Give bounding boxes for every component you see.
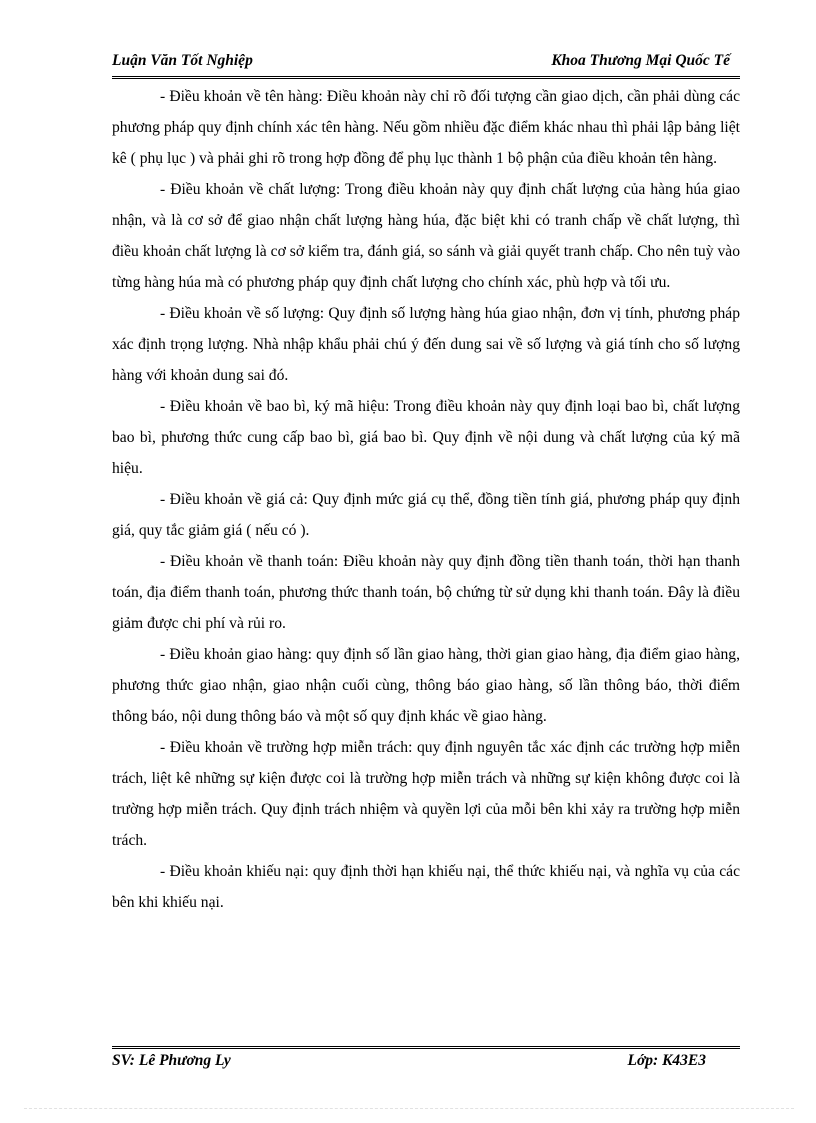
- paragraph-quantity-clause: - Điều khoản về số lượng: Quy định số lượng hàng húa giao nhận, đơn vị tính, phương pháp xác định trọng lượng. Nhà nhập khẩu phải chú ý đến dung sai về số lượng và giá tính cho số lượng hàng với khoản dung sai đó.: [112, 305, 740, 384]
- header-faculty: Khoa Thương Mại Quốc Tế: [551, 52, 730, 69]
- paragraph-claims-clause: - Điều khoản khiếu nại: quy định thời hạn khiếu nại, thể thức khiếu nại, và nghĩa vụ của các bên khi khiếu nại.: [112, 863, 740, 911]
- footer-rule: [112, 1046, 740, 1049]
- page-bottom-edge: [24, 1108, 794, 1109]
- header-thesis-title: Luận Văn Tốt Nghiệp: [112, 52, 253, 69]
- footer-student-name: SV: Lê Phương Ly: [112, 1052, 231, 1069]
- header-rule: [112, 76, 740, 79]
- paragraph-product-name-clause: - Điều khoản về tên hàng: Điều khoản này chỉ rõ đối tượng cần giao dịch, cần phải dùng các phương pháp quy định chính xác tên hàng. Nếu gồm nhiều đặc điểm khác nhau thì phải lập bảng liệt kê ( phụ lục ) và phải ghi rõ trong hợp đồng để phụ lục thành 1 bộ phận của điều khoản tên hàng.: [112, 88, 740, 167]
- page-footer: [112, 1052, 740, 1074]
- paragraph-delivery-clause: - Điều khoản giao hàng: quy định số lần giao hàng, thời gian giao hàng, địa điểm giao hàng, phương thức giao nhận, giao nhận cuối cùng, thông báo giao hàng, số lần thông báo, thời điểm thông báo, nội dung thông báo và một số quy định khác về giao hàng.: [112, 646, 740, 725]
- paragraph-payment-clause: - Điều khoản về thanh toán: Điều khoản này quy định đồng tiền thanh toán, thời hạn thanh toán, địa điểm thanh toán, phương thức thanh toán, bộ chứng từ sử dụng khi thanh toán. Đây là điều giảm được chi phí và rủi ro.: [112, 553, 740, 632]
- paragraph-quality-clause: - Điều khoản về chất lượng: Trong điều khoản này quy định chất lượng của hàng húa giao nhận, và là cơ sở để giao nhận chất lượng hàng húa, đặc biệt khi có tranh chấp về chất lượng, thì điều khoản chất lượng là cơ sở kiểm tra, đánh giá, so sánh và giải quyết tranh chấp. Cho nên tuỳ vào từng hàng húa mà có phương pháp quy định chất lượng cho chính xác, phù hợp và tối ưu.: [112, 181, 740, 291]
- paragraph-force-majeure-clause: - Điều khoản về trường hợp miễn trách: quy định nguyên tắc xác định các trường hợp miễn trách, liệt kê những sự kiện được coi là trường hợp miễn trách và những sự kiện không được coi là trường hợp miễn trách. Quy định trách nhiệm và quyền lợi của mỗi bên khi xảy ra trường hợp miễn trách.: [112, 739, 740, 849]
- footer-class: Lớp: K43E3: [627, 1052, 706, 1069]
- paragraph-packing-marking-clause: - Điều khoản về bao bì, ký mã hiệu: Trong điều khoản này quy định loại bao bì, chất lượng bao bì, phương thức cung cấp bao bì, giá bao bì. Quy định về nội dung và chất lượng của ký mã hiệu.: [112, 398, 740, 477]
- paragraph-price-clause: - Điều khoản về giá cả: Quy định mức giá cụ thể, đồng tiền tính giá, phương pháp quy định giá, quy tắc giảm giá ( nếu có ).: [112, 491, 740, 539]
- page-header: [112, 52, 740, 74]
- document-body: [112, 81, 740, 918]
